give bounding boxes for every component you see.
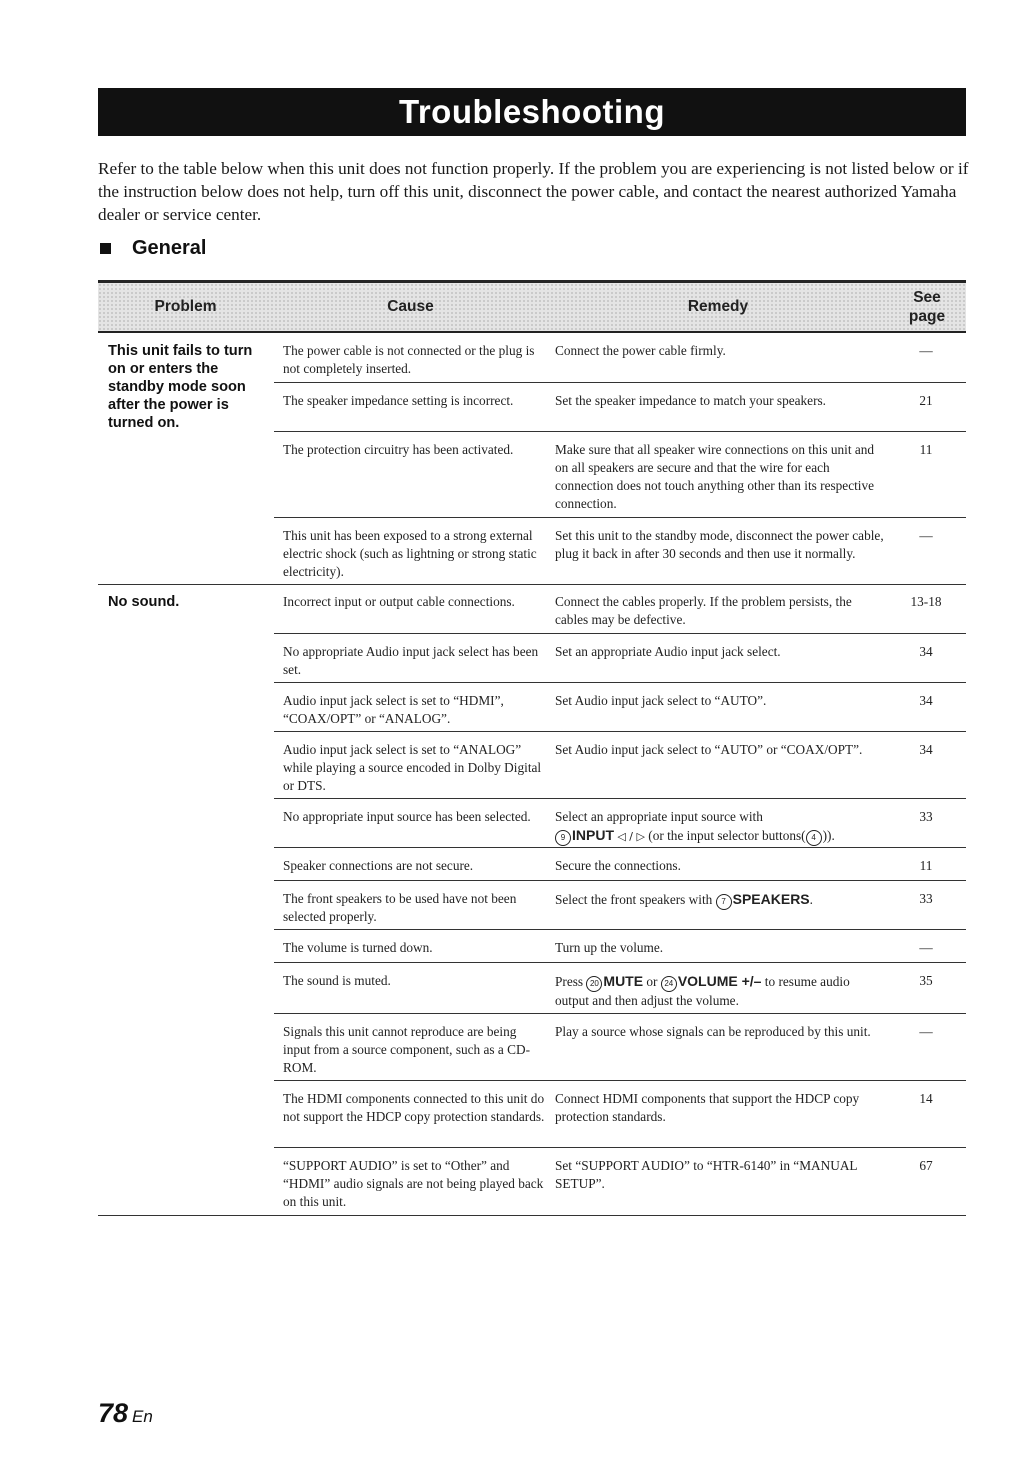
- cause-cell: The protection circuitry has been activated.: [283, 442, 514, 457]
- remedy-cell: Set an appropriate Audio input jack select.: [555, 644, 781, 659]
- table-row: [274, 1013, 966, 1081]
- remedy-cell: Make sure that all speaker wire connections on this unit and on all speakers are secure and that the wire for each connection does not touch anything other than its respective connection.: [555, 442, 875, 511]
- cause-cell: Speaker connections are not secure.: [283, 858, 474, 873]
- page-cell: 35: [919, 973, 933, 988]
- page-cell: 33: [919, 891, 933, 906]
- header-see-page: See page: [908, 289, 946, 325]
- header-remedy: Remedy: [687, 298, 749, 315]
- problem-label: No sound.: [108, 594, 180, 610]
- language-code: En: [132, 1407, 153, 1426]
- cause-cell: The volume is turned down.: [283, 940, 433, 955]
- remote-key-number-icon: 4: [806, 830, 822, 846]
- page-cell: 11: [919, 858, 933, 873]
- remedy-cell: Set “SUPPORT AUDIO” to “HTR-6140” in “MANUAL SETUP”.: [555, 1158, 858, 1191]
- remedy-cell: Select the front speakers with 7 SPEAKERS.: [555, 890, 885, 910]
- cause-cell: “SUPPORT AUDIO” is set to “Other” and “HDMI” audio signals are not being played back on this unit.: [283, 1158, 544, 1209]
- remote-key-number-icon: 9: [555, 830, 571, 846]
- remedy-cell: Set this unit to the standby mode, disconnect the power cable, plug it back in after 30 seconds and then use it normally.: [555, 528, 884, 561]
- problem-label: This unit fails to turn on or enters the standby mode soon after the power is turned on.: [108, 343, 253, 431]
- page-number: 78 En: [98, 1398, 153, 1428]
- page-cell: —: [919, 528, 933, 543]
- table-row: [274, 333, 966, 382]
- problem-group-power: [98, 333, 966, 585]
- input-arrows-icon: ◁ / ▷: [617, 830, 645, 843]
- page-cell: 13-18: [910, 594, 942, 609]
- page-cell: 34: [919, 693, 933, 708]
- table-row: [274, 382, 966, 432]
- cause-cell: This unit has been exposed to a strong external electric shock (such as lightning or strong static electricity).: [283, 528, 537, 579]
- problem-group-no-sound: [98, 584, 966, 1216]
- table-row: [274, 633, 966, 683]
- table-row: [274, 929, 966, 963]
- cause-cell: No appropriate input source has been selected.: [283, 809, 531, 824]
- remedy-cell: Set the speaker impedance to match your speakers.: [555, 393, 827, 408]
- table-row: [274, 798, 966, 848]
- remote-key-number-icon: 7: [716, 894, 732, 910]
- table-row: [274, 1147, 966, 1216]
- table-row: [274, 682, 966, 732]
- cause-cell: The sound is muted.: [283, 973, 391, 988]
- table-header: [98, 280, 966, 333]
- cause-cell: The power cable is not connected or the plug is not completely inserted.: [283, 343, 535, 376]
- table-row: [274, 731, 966, 799]
- cause-cell: The speaker impedance setting is incorrect.: [283, 393, 514, 408]
- remedy-cell: Turn up the volume.: [555, 940, 664, 955]
- table-row: [274, 880, 966, 930]
- cause-cell: No appropriate Audio input jack select has been set.: [283, 644, 539, 677]
- remedy-cell: Play a source whose signals can be reproduced by this unit.: [555, 1024, 871, 1039]
- cause-cell: Signals this unit cannot reproduce are being input from a source component, such as a CD-ROM.: [283, 1024, 531, 1075]
- table-row: [274, 1080, 966, 1148]
- table-row: [274, 847, 966, 881]
- remedy-cell: Select an appropriate input source with 9 INPUT ◁ / ▷ (or the input selector buttons( 4 )).: [555, 808, 885, 846]
- table-row: [274, 962, 966, 1014]
- remedy-cell: Press 20 MUTE or 24 VOLUME +/– to resume audio output and then adjust the volume.: [555, 973, 850, 1008]
- remedy-cell: Connect the cables properly. If the problem persists, the cables may be defective.: [555, 594, 852, 627]
- remedy-cell: Connect the power cable firmly.: [555, 343, 726, 358]
- table-row: [274, 584, 966, 633]
- page-title: Troubleshooting: [98, 88, 966, 136]
- page-cell: 34: [919, 644, 933, 659]
- intro-paragraph: Refer to the table below when this unit does not function properly. If the problem you are experiencing is not listed below or if the instruction below does not help, turn off this unit, disconnect the power cable, and contact the nearest authorized Yamaha dealer or service center.: [98, 159, 969, 224]
- cause-cell: Incorrect input or output cable connections.: [283, 594, 515, 609]
- section-heading: [100, 235, 206, 261]
- page-cell: —: [919, 940, 933, 955]
- remedy-cell: Set Audio input jack select to “AUTO”.: [555, 693, 767, 708]
- table-row: [274, 431, 966, 518]
- page-cell: 11: [919, 442, 933, 457]
- page-cell: 34: [919, 742, 933, 757]
- cause-cell: Audio input jack select is set to “HDMI”, “COAX/OPT” or “ANALOG”.: [283, 693, 504, 726]
- page-cell: 14: [919, 1091, 933, 1106]
- page-cell: 67: [919, 1158, 933, 1173]
- header-problem: Problem: [154, 298, 217, 315]
- cause-cell: Audio input jack select is set to “ANALOG” while playing a source encoded in Dolby Digital or DTS.: [283, 742, 542, 793]
- page-cell: —: [919, 1024, 933, 1039]
- page-cell: —: [919, 343, 933, 358]
- header-cause: Cause: [387, 298, 434, 315]
- remote-key-number-icon: 24: [661, 976, 677, 992]
- section-bullet-icon: [100, 243, 111, 254]
- remedy-cell: Connect HDMI components that support the HDCP copy protection standards.: [555, 1091, 860, 1124]
- page-cell: 21: [919, 393, 933, 408]
- remedy-cell: Secure the connections.: [555, 858, 681, 873]
- page-cell: 33: [919, 809, 933, 824]
- table-row: [274, 517, 966, 585]
- remedy-cell: Set Audio input jack select to “AUTO” or “COAX/OPT”.: [555, 742, 863, 757]
- remote-key-number-icon: 20: [586, 976, 602, 992]
- section-title: General: [132, 236, 207, 259]
- cause-cell: The HDMI components connected to this unit do not support the HDCP copy protection standards.: [283, 1091, 545, 1124]
- cause-cell: The front speakers to be used have not been selected properly.: [283, 891, 517, 924]
